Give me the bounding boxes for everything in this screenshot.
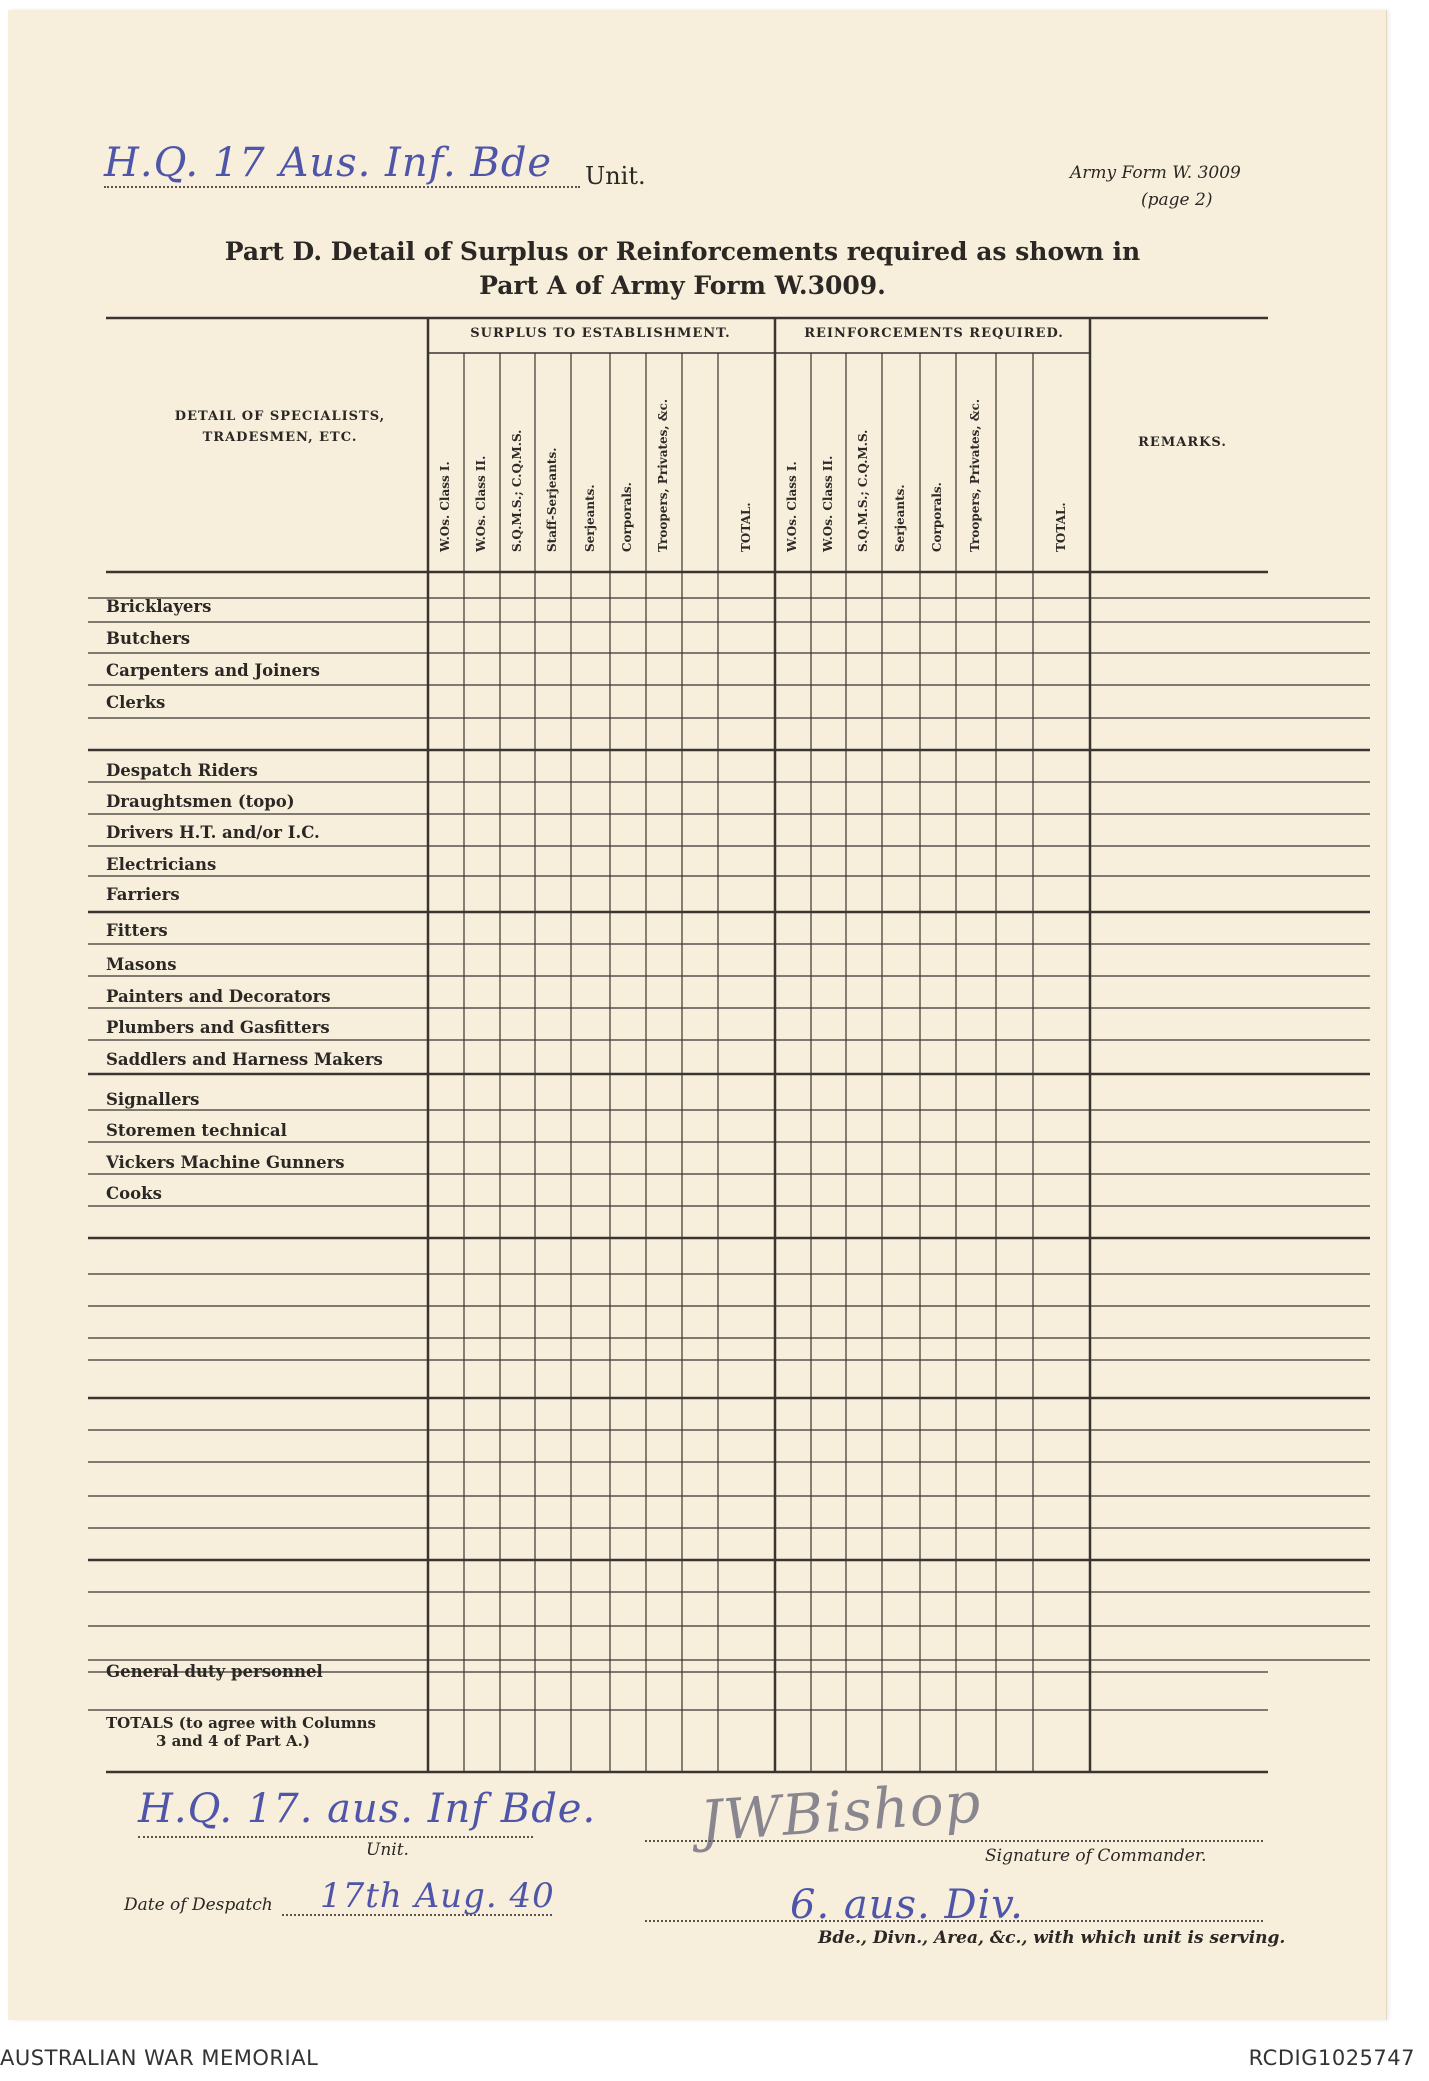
reinforcement-col-2: S.Q.M.S.; C.Q.M.S. <box>856 429 870 552</box>
surplus-col-3: Staff-Serjeants. <box>545 447 559 552</box>
reinforcement-group-header: REINFORCEMENTS REQUIRED. <box>804 326 1064 341</box>
row-label: Cooks <box>106 1184 162 1203</box>
commander-signature: JWBishop <box>698 1770 984 1855</box>
row-label: Despatch Riders <box>106 761 258 780</box>
unit-label: Unit. <box>585 162 646 190</box>
surplus-col-5: Corporals. <box>620 482 634 552</box>
reinforcement-col-1: W.Os. Class II. <box>820 455 835 552</box>
form-title-line1: Part D. Detail of Surplus or Reinforcements required as shown in <box>224 237 1141 266</box>
reinforcement-col-4: Corporals. <box>930 482 944 552</box>
row-label: Plumbers and Gasfitters <box>106 1018 330 1037</box>
row-label: Clerks <box>106 693 166 712</box>
surplus-col-0: W.Os. Class I. <box>438 461 452 552</box>
surplus-col-6: Troopers, Privates, &c. <box>656 398 670 552</box>
reinforcement-col-5: Troopers, Privates, &c. <box>968 398 982 552</box>
surplus-col-1: W.Os. Class II. <box>474 455 488 552</box>
totals-label-line2: 3 and 4 of Part A.) <box>156 1732 310 1750</box>
archive-footer-right: RCDIG1025747 <box>1248 2046 1415 2070</box>
date-of-despatch-label: Date of Despatch <box>124 1895 273 1915</box>
signoff-unit-label: Unit. <box>366 1840 409 1860</box>
signoff-unit-handwritten: H.Q. 17. aus. Inf Bde. <box>138 1786 597 1832</box>
row-label: Farriers <box>106 885 180 904</box>
surplus-col-8: TOTAL. <box>738 502 753 552</box>
row-label: Saddlers and Harness Makers <box>106 1050 383 1069</box>
surplus-group-header: SURPLUS TO ESTABLISHMENT. <box>470 326 731 341</box>
signoff-unit-line <box>138 1836 533 1838</box>
archive-footer-left: AUSTRALIAN WAR MEMORIAL <box>0 2046 319 2070</box>
row-label: Storemen technical <box>106 1121 287 1140</box>
signature-dotted-line <box>645 1840 1263 1842</box>
row-label: Vickers Machine Gunners <box>106 1153 345 1172</box>
reinforcement-col-0: W.Os. Class I. <box>785 461 799 552</box>
formation-dotted-line <box>645 1920 1263 1922</box>
unit-handwritten: H.Q. 17 Aus. Inf. Bde <box>104 140 553 186</box>
row-label: Signallers <box>106 1090 200 1109</box>
row-label: Fitters <box>106 921 168 940</box>
signature-label: Signature of Commander. <box>985 1846 1207 1866</box>
row-label: Painters and Decorators <box>106 987 331 1006</box>
form-id: Army Form W. 3009 <box>1070 163 1241 183</box>
row-label: Drivers H.T. and/or I.C. <box>106 823 320 842</box>
row-label: General duty personnel <box>106 1662 323 1681</box>
row-label: Carpenters and Joiners <box>106 661 320 680</box>
form-page: (page 2) <box>1141 190 1213 210</box>
form-title-line2: Part A of Army Form W.3009. <box>479 271 886 300</box>
row-label: Electricians <box>106 855 217 874</box>
row-label: Bricklayers <box>106 597 212 616</box>
totals-label <box>106 1714 376 1750</box>
totals-label-line1: TOTALS (to agree with Columns <box>106 1714 376 1732</box>
remarks-column-header: REMARKS. <box>1138 435 1227 450</box>
row-label: Masons <box>106 955 177 974</box>
surplus-col-2: S.Q.M.S.; C.Q.M.S. <box>509 429 524 552</box>
formation-label: Bde., Divn., Area, &c., with which unit is serving. <box>818 1928 1286 1948</box>
formation-handwritten: 6. aus. Div. <box>790 1882 1024 1928</box>
reinforcement-col-3: Serjeants. <box>893 484 907 552</box>
reinforcement-col-7: TOTAL. <box>1053 502 1068 552</box>
surplus-col-4: Serjeants. <box>582 484 597 552</box>
date-handwritten: 17th Aug. 40 <box>320 1876 555 1916</box>
row-label: Draughtsmen (topo) <box>106 792 295 811</box>
row-label: Butchers <box>106 629 191 648</box>
detail-column-header: DETAIL OF SPECIALISTS, TRADESMEN, ETC. <box>174 409 386 445</box>
